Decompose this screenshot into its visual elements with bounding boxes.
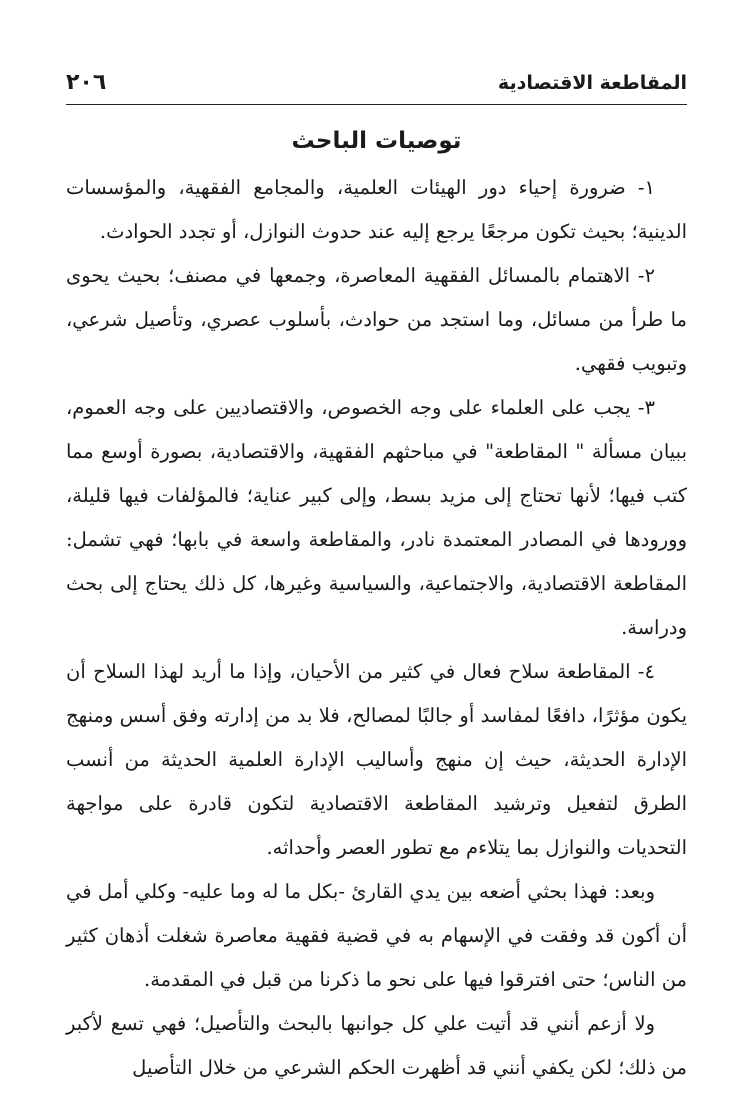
running-title: المقاطعة الاقتصادية bbox=[497, 72, 687, 94]
recommendation-1: ١- ضرورة إحياء دور الهيئات العلمية، والمجامع الفقهية، والمؤسسات الدينية؛ بحيث تكون مرجعًا يرجع إليه عند حدوث النوازل، أو تجدد الحوادث. bbox=[66, 176, 687, 243]
running-header bbox=[66, 70, 687, 105]
recommendation-2: ٢- الاهتمام بالمسائل الفقهية المعاصرة، وجمعها في مصنف؛ بحيث يحوى ما طرأ من مسائل، وما استجد من حوادث، بأسلوب عصري، وتأصيل شرعي، وتبويب فقهي. bbox=[66, 264, 687, 375]
closing-paragraph: وبعد: فهذا بحثي أضعه بين يدي القارئ -بكل ما له وما عليه- وكلي أمل في أن أكون قد وفقت في الإسهام به في قضية فقهية معاصرة شغلت أذهان كثير من الناس؛ حتى افترقوا فيها على نحو ما ذكرنا من قبل في المقدمة. bbox=[66, 880, 687, 991]
section-title: توصيات الباحث bbox=[291, 128, 462, 154]
final-paragraph: ولا أزعم أنني قد أتيت علي كل جوانبها بالبحث والتأصيل؛ فهي تسع لأكبر من ذلك؛ لكن يكفي أنني قد أظهرت الحكم الشرعي من خلال التأصيل bbox=[66, 1012, 687, 1079]
page-number: ٢٠٦ bbox=[66, 70, 107, 95]
recommendation-3: ٣- يجب على العلماء على وجه الخصوص، والاقتصاديين على وجه العموم، ببيان مسألة " المقاطعة" في مباحثهم الفقهية، والاقتصادية، بصورة أوسع مما كتب فيها؛ لأنها تحتاج إلى مزيد بسط، وإلى كبير عناية؛ فالمؤلفات فيها قليلة، وورودها في المصادر المعتمدة نادر، والمقاطعة واسعة في بابها؛ فهي تشمل: المقاطعة الاقتصادية، والاجتماعية، والسياسية وغيرها، كل ذلك يحتاج إلى بحث ودراسة. bbox=[66, 396, 687, 639]
body-text bbox=[66, 166, 687, 1090]
recommendation-4: ٤- المقاطعة سلاح فعال في كثير من الأحيان، وإذا ما أريد لهذا السلاح أن يكون مؤثرًا، دافعًا لمفاسد أو جالبًا لمصالح، فلا بد من إدارته وفق أسس ومنهج الإدارة الحديثة، حيث إن منهج وأساليب الإدارة العلمية الحديثة من أنسب الطرق لتفعيل وترشيد المقاطعة الاقتصادية لتكون قادرة على مواجهة التحديات والنوازل بما يتلاءم مع تطور العصر وأحداثه. bbox=[66, 660, 687, 859]
